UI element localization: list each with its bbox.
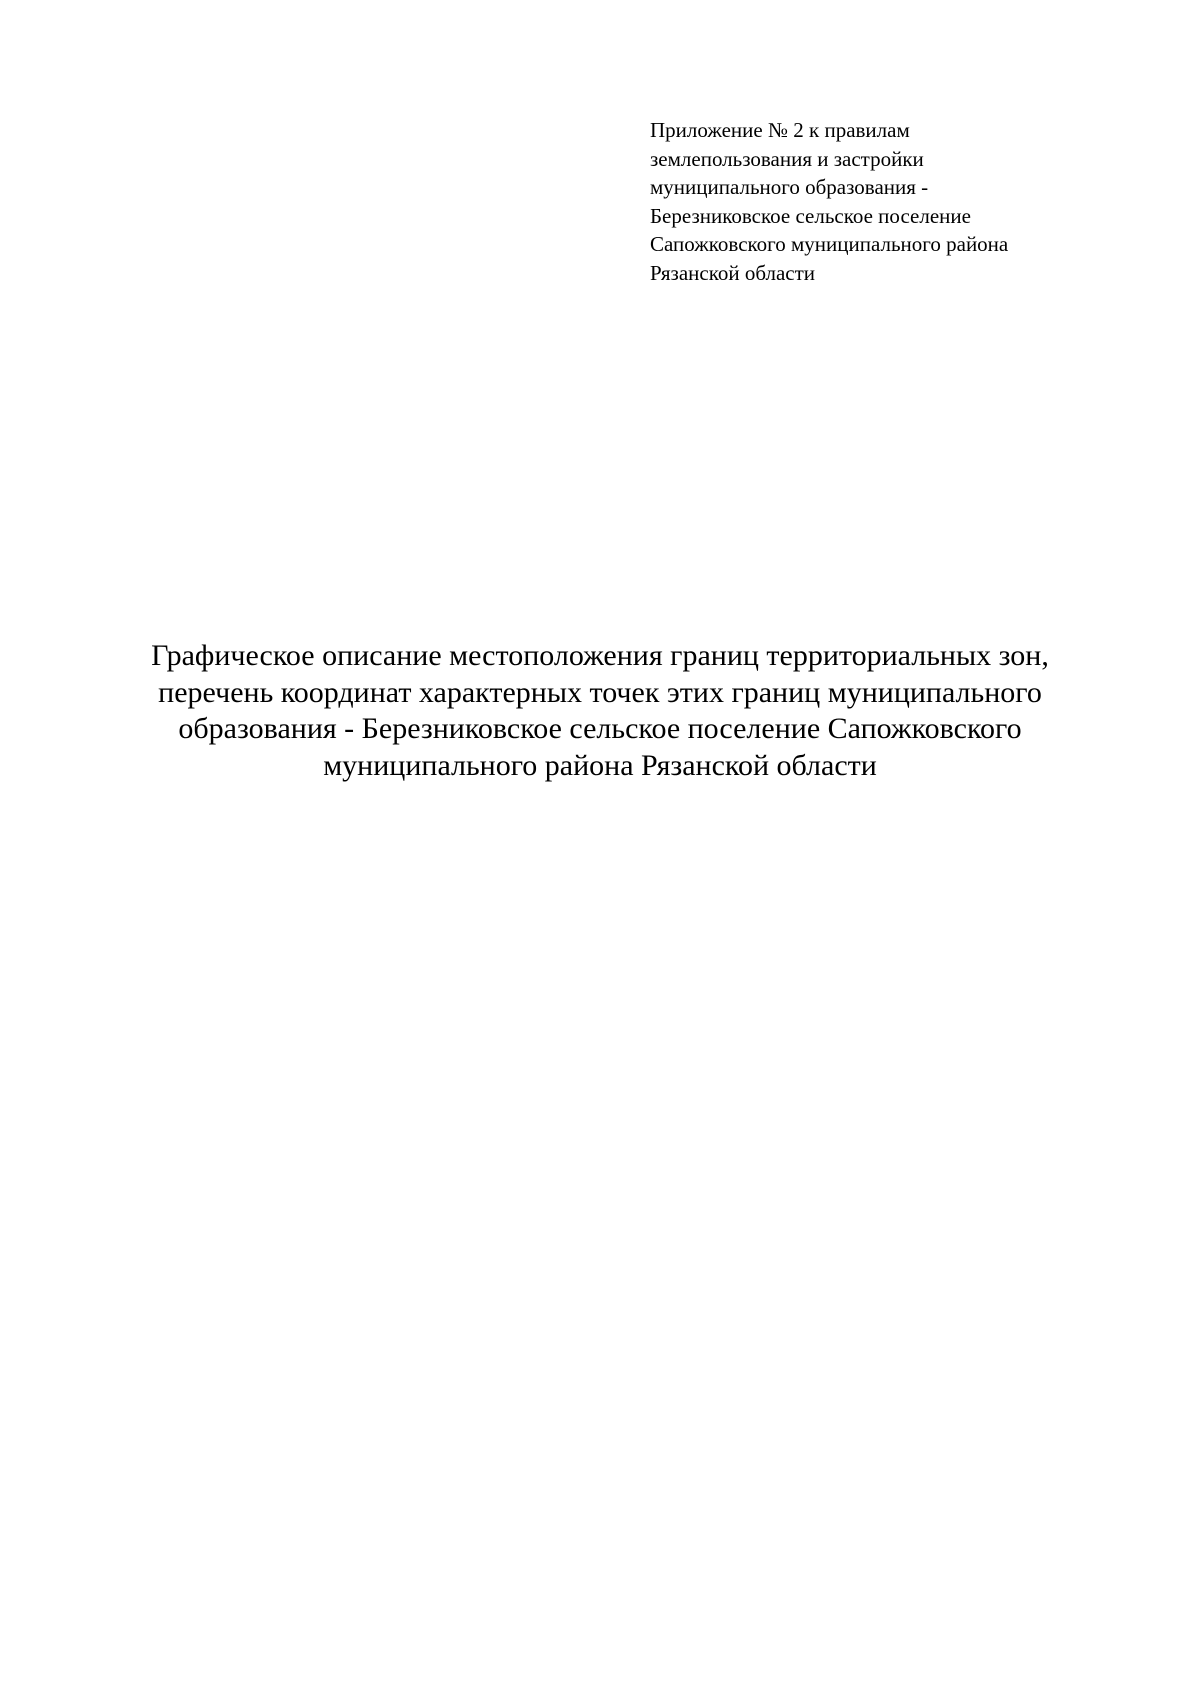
appendix-note-line: Приложение № 2 к правилам bbox=[650, 118, 910, 142]
document-title-line: образования - Березниковское сельское поселение Сапожковского bbox=[178, 712, 1022, 745]
document-title bbox=[100, 638, 1100, 784]
appendix-note-line: Березниковское сельское поселение bbox=[650, 203, 971, 228]
appendix-note-line: муниципального образования - bbox=[650, 175, 929, 199]
document-title-line: муниципального района Рязанской области bbox=[323, 748, 877, 782]
appendix-note-line: землепользования и застройки bbox=[650, 146, 924, 171]
appendix-note-line: Сапожковского муниципального района bbox=[650, 232, 1009, 256]
document-title-line: перечень координат характерных точек этих границ муниципального bbox=[158, 675, 1042, 709]
document-title-line: Графическое описание местоположения границ территориальных зон, bbox=[151, 639, 1049, 672]
appendix-note bbox=[650, 116, 1170, 287]
appendix-note-line: Рязанской области bbox=[650, 260, 816, 285]
